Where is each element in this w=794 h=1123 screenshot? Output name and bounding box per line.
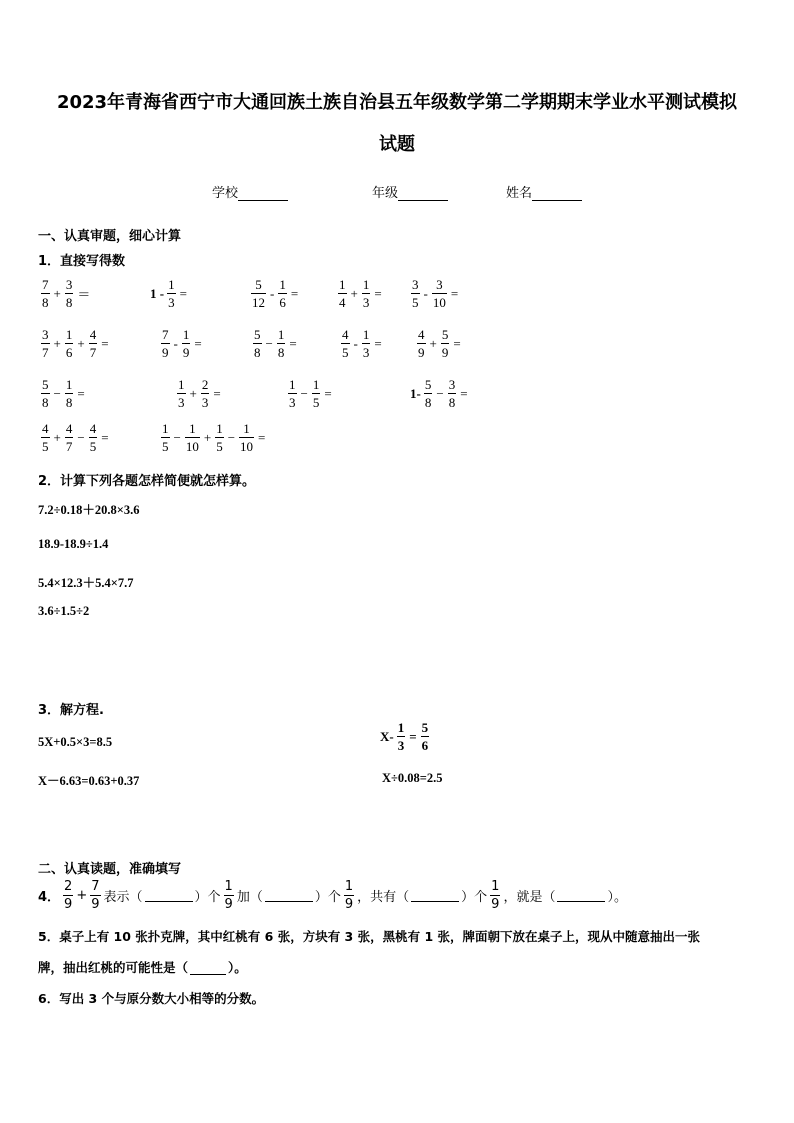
q1-expression: $\frac{4}{5}$ + $\frac{4}{7}$ − $\frac{4}{5}$ = bbox=[42, 421, 109, 454]
page-title-line1: 2023年青海省西宁市大通回族土族自治县五年级数学第二学期期末学业水平测试模拟 bbox=[56, 92, 738, 113]
page-title-line2: 试题 bbox=[379, 134, 415, 155]
fraction: $\frac{3}{5}$ bbox=[412, 277, 419, 310]
fraction: $\frac{4}{5}$ bbox=[89, 421, 97, 454]
fraction: $\frac{1}{3}$ bbox=[362, 277, 370, 310]
q3-eq-2: X－6.63=0.63+0.37 bbox=[38, 774, 140, 788]
fraction: $\frac{1}{9}$ bbox=[182, 327, 190, 360]
fraction: $\frac{1}{3}$ bbox=[289, 377, 296, 410]
q2-item-4: 3.6÷1.5÷2 bbox=[38, 604, 90, 618]
fraction: $\frac{1}{3}$ bbox=[178, 377, 185, 410]
q4-blank-1[interactable] bbox=[145, 889, 193, 902]
fraction: $\frac{4}{7}$ bbox=[65, 421, 73, 454]
fraction: $\frac{1}{10}$ bbox=[185, 421, 199, 454]
q3-eq-3: X- $\frac{1}{3}$ = $\frac{5}{6}$ bbox=[380, 720, 429, 753]
q1-expression: $\frac{5}{12}$ - $\frac{1}{6}$ = bbox=[252, 277, 299, 310]
fraction: $\frac{1}{3}$ bbox=[168, 277, 175, 310]
fraction: $\frac{1}{4}$ bbox=[339, 277, 346, 310]
fraction: $\frac{5}{6}$ bbox=[421, 720, 429, 753]
q3-eq-4: X÷0.08=2.5 bbox=[382, 771, 443, 785]
q6-text: 6．写出 3 个与原分数大小相等的分数。 bbox=[38, 991, 265, 1006]
fraction: $\frac{2}{3}$ bbox=[201, 377, 209, 410]
section1-heading: 一、认真审题，细心计算 bbox=[38, 229, 182, 244]
name-field[interactable] bbox=[506, 182, 582, 201]
fraction: $\frac{4}{5}$ bbox=[42, 421, 49, 454]
q1-expression: $\frac{1}{4}$ + $\frac{1}{3}$ = bbox=[339, 277, 382, 310]
fraction: $\frac{1}{9}$ bbox=[491, 879, 500, 912]
fraction: $\frac{5}{9}$ bbox=[441, 327, 449, 360]
fraction: $\frac{1}{8}$ bbox=[65, 377, 73, 410]
fraction: $\frac{7}{9}$ bbox=[162, 327, 169, 360]
fraction: $\frac{1}{3}$ bbox=[362, 327, 370, 360]
q3-label: 3．解方程. bbox=[38, 703, 104, 718]
fraction: $\frac{1}{9}$ bbox=[344, 879, 354, 912]
q1-expression: $\frac{7}{9}$ - $\frac{1}{9}$ = bbox=[162, 327, 202, 360]
grade-label: 年级 bbox=[372, 186, 399, 201]
q4-blank-3[interactable] bbox=[411, 889, 459, 902]
fraction: $\frac{4}{7}$ bbox=[89, 327, 97, 360]
q4-blank-2[interactable] bbox=[265, 889, 313, 902]
fraction: $\frac{1}{5}$ bbox=[162, 421, 169, 454]
name-label: 姓名 bbox=[506, 186, 533, 201]
fraction: $\frac{5}{8}$ bbox=[424, 377, 432, 410]
q1-expression: $\frac{1}{3}$ − $\frac{1}{5}$ = bbox=[289, 377, 332, 410]
fraction: $\frac{4}{5}$ bbox=[342, 327, 349, 360]
fraction: $\frac{2}{9}$ bbox=[64, 879, 73, 912]
q3-eq-1: 5X+0.5×3=8.5 bbox=[38, 735, 113, 749]
q5-line-1: 5．桌子上有 10 张扑克牌，其中红桃有 6 张，方块有 3 张，黑桃有 1 张，牌面朝下放在桌子上，现从中随意抽出一张 bbox=[38, 929, 701, 944]
fraction: $\frac{3}{10}$ bbox=[432, 277, 446, 310]
fraction: $\frac{3}{8}$ bbox=[448, 377, 456, 410]
fraction: $\frac{5}{8}$ bbox=[42, 377, 49, 410]
school-blank[interactable] bbox=[238, 186, 288, 201]
fraction: $\frac{1}{3}$ bbox=[397, 720, 405, 753]
grade-field[interactable] bbox=[372, 182, 448, 201]
fraction: $\frac{1}{10}$ bbox=[240, 421, 254, 454]
q4-blank-4[interactable] bbox=[557, 889, 605, 902]
q2-item-1: 7.2÷0.18＋20.8×3.6 bbox=[38, 503, 140, 517]
q1-label: 1．直接写得数 bbox=[38, 254, 126, 269]
q2-item-3: 5.4×12.3＋5.4×7.7 bbox=[38, 576, 134, 590]
name-blank[interactable] bbox=[532, 186, 582, 201]
q5-line-2: 牌，抽出红桃的可能性是（ ）。 bbox=[38, 960, 247, 975]
fraction: $\frac{1}{5}$ bbox=[216, 421, 223, 454]
q1-expression: $\frac{4}{9}$ + $\frac{5}{9}$ = bbox=[418, 327, 461, 360]
q1-expression: $\frac{4}{5}$ - $\frac{1}{3}$ = bbox=[342, 327, 382, 360]
fraction: $\frac{7}{8}$ bbox=[42, 277, 49, 310]
school-label: 学校 bbox=[212, 186, 239, 201]
q1-expression: $\frac{1}{3}$ + $\frac{2}{3}$ = bbox=[178, 377, 221, 410]
fraction: $\frac{1}{6}$ bbox=[279, 277, 286, 310]
q4-line: 4． $\frac{2}{9}$ + $\frac{7}{9}$ 表示（ ）个 $\frac{1}{9}$ 加（ ）个 $\frac{1}{9}$ ，共有（ ）个 $\frac{1}{9}$ ，就是（ ）。 bbox=[38, 879, 627, 912]
q1-expression: $\frac{3}{5}$ - $\frac{3}{10}$ = bbox=[412, 277, 459, 310]
q1-expression: $\frac{1}{5}$ − $\frac{1}{10}$ + $\frac{1}{5}$ − $\frac{1}{10}$ = bbox=[162, 421, 266, 454]
q3-eq3-prefix: X- bbox=[380, 728, 394, 744]
fraction: $\frac{3}{8}$ bbox=[65, 277, 73, 310]
fraction: $\frac{5}{12}$ bbox=[252, 277, 265, 310]
fraction: $\frac{1}{8}$ bbox=[277, 327, 285, 360]
fraction: $\frac{5}{8}$ bbox=[254, 327, 261, 360]
q1-expression: $\frac{5}{8}$ − $\frac{1}{8}$ = bbox=[42, 377, 85, 410]
fraction: $\frac{1}{5}$ bbox=[312, 377, 320, 410]
fraction: $\frac{3}{7}$ bbox=[42, 327, 49, 360]
q2-label: 2．计算下列各题怎样简便就怎样算。 bbox=[38, 474, 256, 489]
fraction: $\frac{1}{6}$ bbox=[65, 327, 73, 360]
school-field[interactable] bbox=[212, 182, 288, 201]
fraction: $\frac{4}{9}$ bbox=[418, 327, 425, 360]
q5-blank[interactable] bbox=[190, 962, 226, 975]
grade-blank[interactable] bbox=[398, 186, 448, 201]
q1-expression: $\frac{7}{8}$ + $\frac{3}{8}$ ＝ bbox=[42, 277, 91, 310]
q1-expression: 1- $\frac{5}{8}$ − $\frac{3}{8}$ = bbox=[410, 377, 468, 410]
q1-expression: 1 - $\frac{1}{3}$ = bbox=[150, 277, 187, 310]
q2-item-2: 18.9-18.9÷1.4 bbox=[38, 537, 109, 551]
fraction: $\frac{7}{9}$ bbox=[91, 879, 100, 912]
q1-expression: $\frac{5}{8}$ − $\frac{1}{8}$ = bbox=[254, 327, 297, 360]
q1-expression: $\frac{3}{7}$ + $\frac{1}{6}$ + $\frac{4}{7}$ = bbox=[42, 327, 109, 360]
fraction: $\frac{1}{9}$ bbox=[224, 879, 233, 912]
section2-heading: 二、认真读题，准确填写 bbox=[38, 862, 182, 877]
